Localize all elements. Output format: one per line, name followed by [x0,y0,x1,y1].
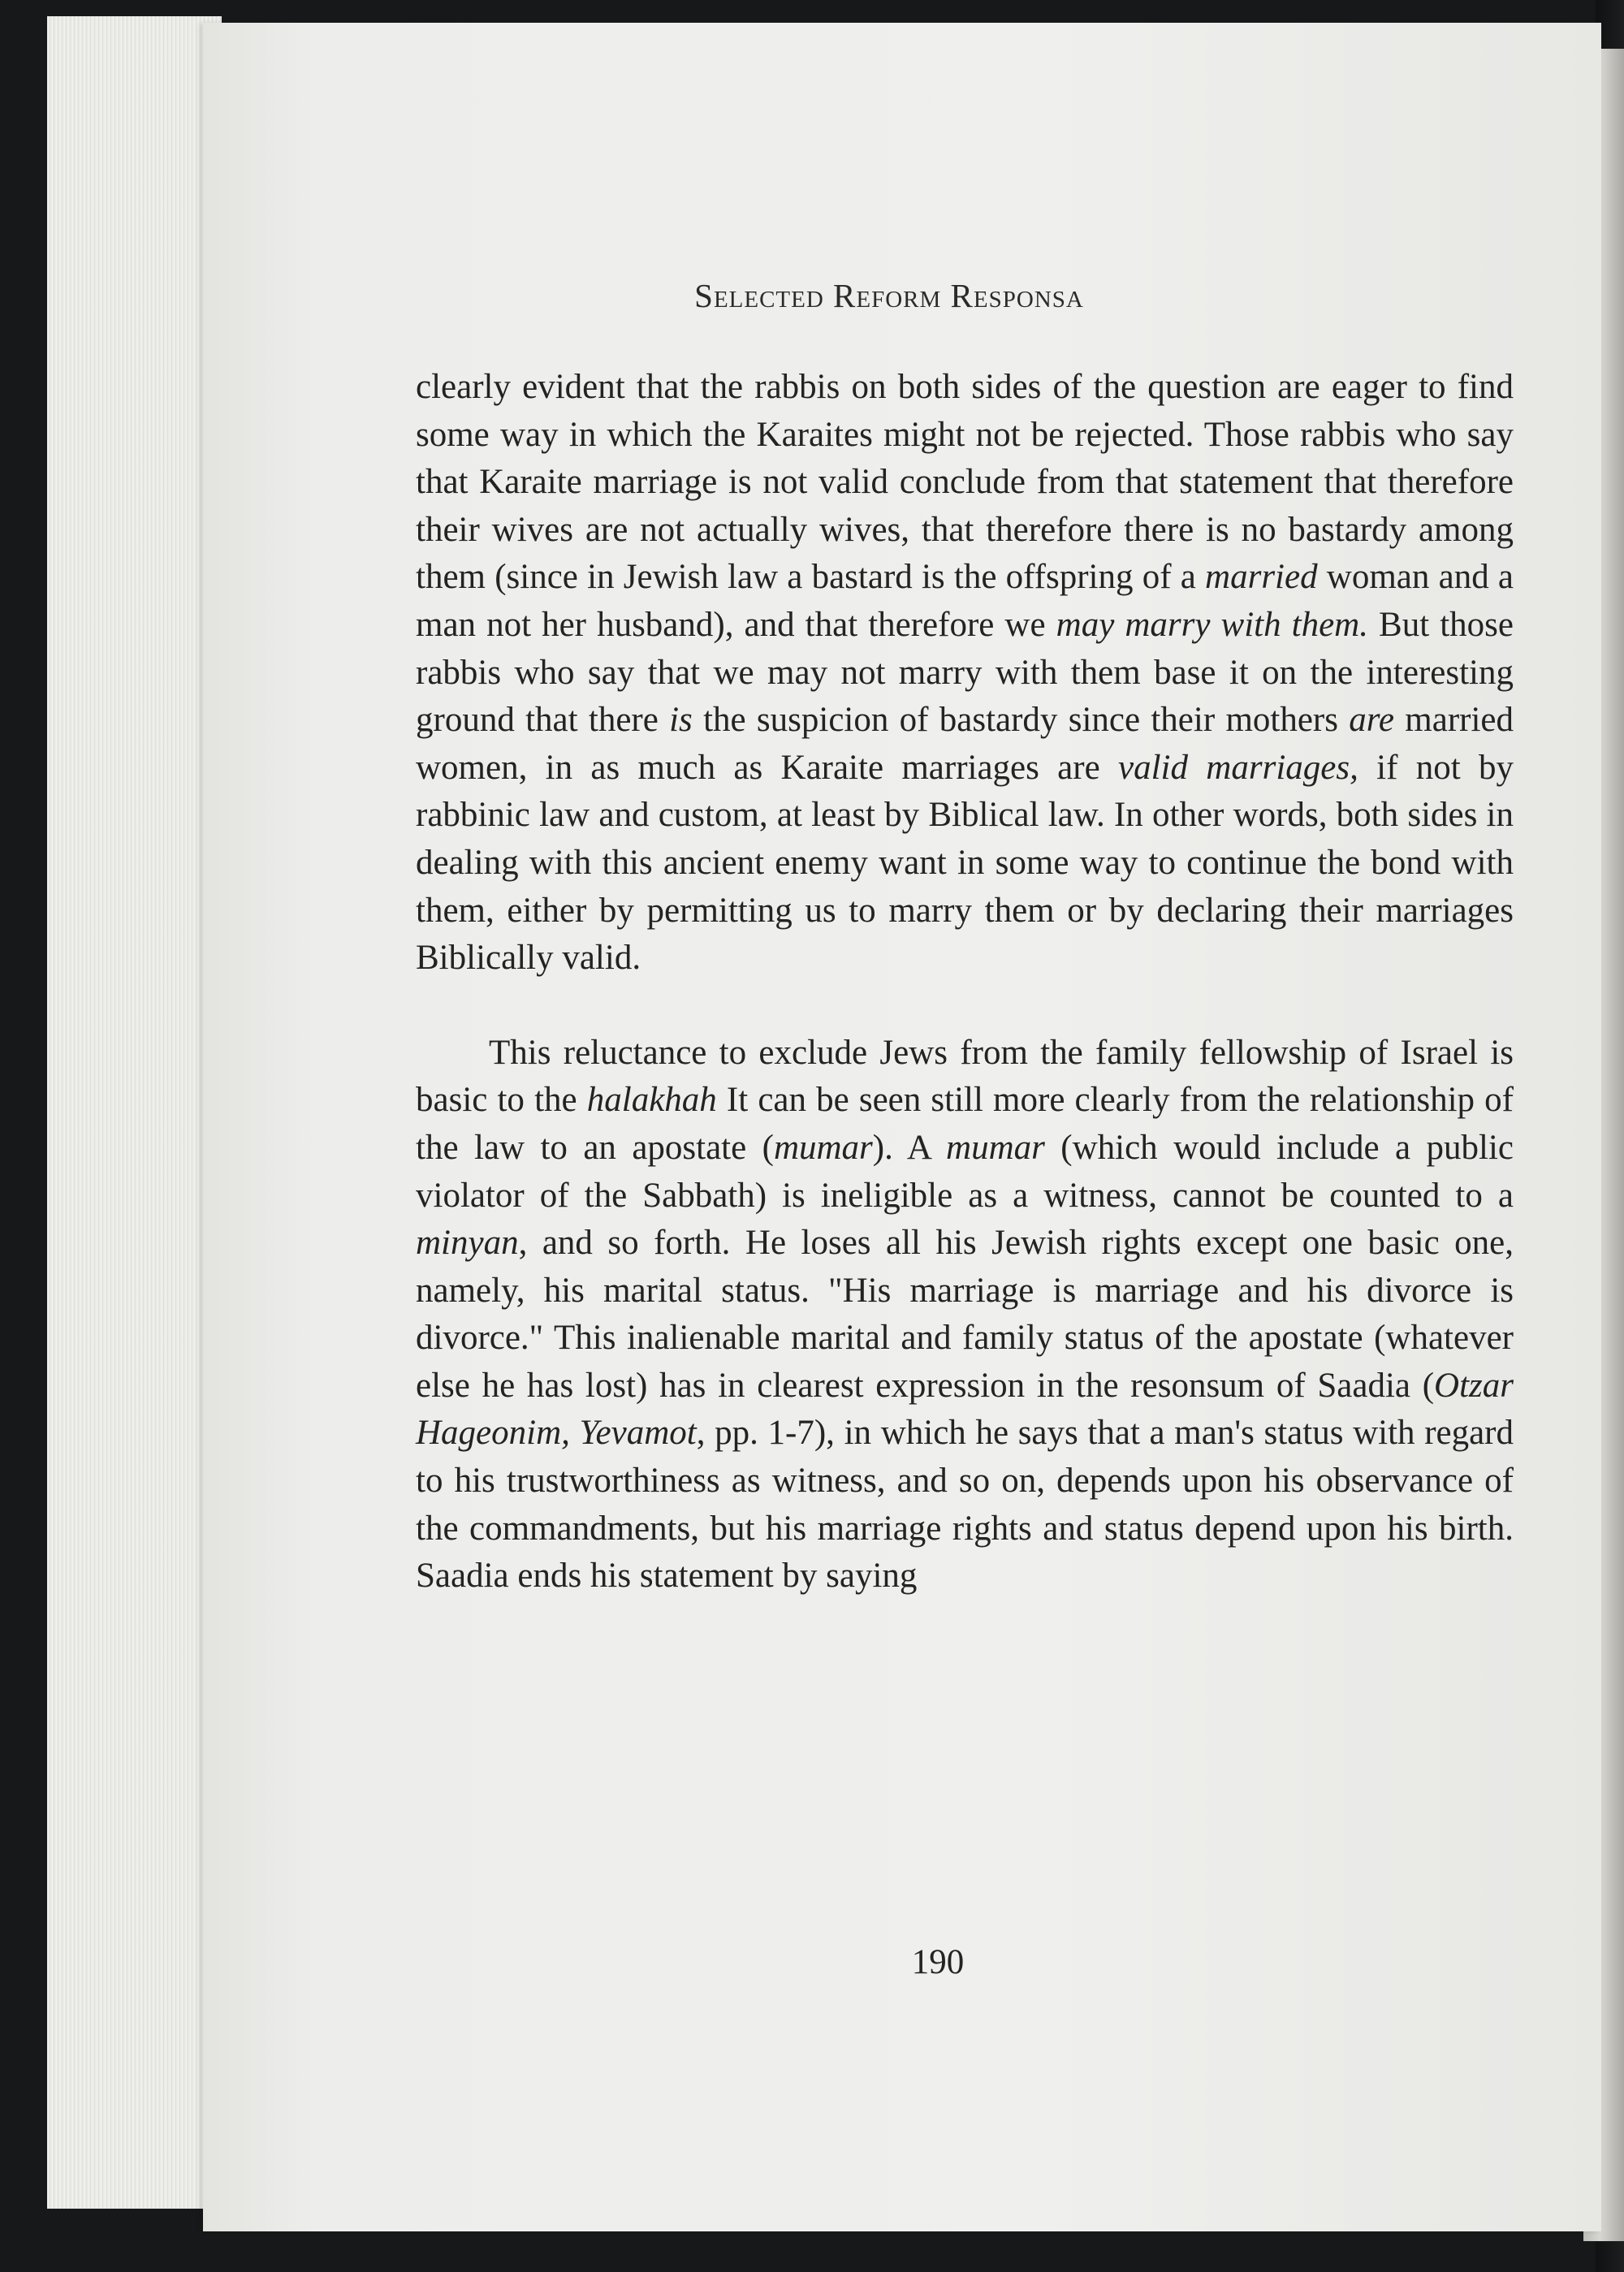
italic-run: may marry with them. [1056,605,1368,644]
text-run: woman and a man not her husband), and that therefore we [416,558,1514,644]
running-header [0,276,1624,315]
italic-run: are [1349,701,1394,740]
italic-run: Otzar Hageonim, Yevamot [416,1366,1514,1453]
text-run: if not by rabbinic law and custom, at least by Biblical law. In other words, both sides in dealing with this ancient enemy want in some way to continue the bond with them, either by permitting us to marry them or by declaring their marriages Biblically valid. [416,748,1514,978]
italic-run: minyan [416,1224,519,1263]
italic-run: married [1205,558,1318,597]
italic-run: valid marriages, [1118,748,1358,787]
text-run: clearly evident that the rabbis on both sides of the question are eager to find some way in which the Karaites might not be rejected. Those rabbis who say that Karaite marriage is not valid conclude from that statement that therefore their wives are not actually wives, that therefore there is no bastardy among them (since in Jewish law a bastard is the offspring of a [416,368,1514,597]
book-page-edges [47,16,222,2209]
paragraph-2 [416,1030,1514,1600]
italic-run: mumar [773,1128,873,1167]
text-run: But those rabbis who say that we may not marry with them base it on the interesting ground that there [416,605,1514,740]
text-run: married women, in as much as Karaite marriages are [416,701,1514,787]
body-text [416,364,1514,1600]
text-run: (which would include a public violator of the Sabbath) is ineligible as a witness, cannot be counted to a [416,1128,1514,1215]
running-header-text: Selected Reform Responsa [694,277,1084,314]
italic-run: is [669,701,693,740]
italic-run: halakhah [586,1081,717,1120]
text-run: It can be seen still more clearly from the relationship of the law to an apostate ( [416,1081,1514,1167]
paragraph-1 [416,364,1514,983]
text-run: , pp. 1-7), in which he says that a man's status with regard to his trustworthiness as witness, and so on, depends upon his observance of the commandments, but his marriage rights and status depend upon his birth. Saadia ends his statement by saying [416,1414,1514,1596]
text-run: ). A [872,1128,947,1167]
text-run: This reluctance to exclude Jews from the family fellowship of Israel is basic to the [416,1033,1514,1120]
text-run: , and so forth. He loses all his Jewish rights except one basic one, namely, his marital status. "His marriage is marriage and his divorce is divorce." This inalienable marital and family status of the apostate (whatever else he has lost) has in clearest expression in the resonsum of Saadia ( [416,1224,1514,1405]
italic-run: mumar [946,1128,1045,1167]
text-run: the suspicion of bastardy since their mothers [692,701,1350,740]
page-number: 190 [911,1943,965,1981]
